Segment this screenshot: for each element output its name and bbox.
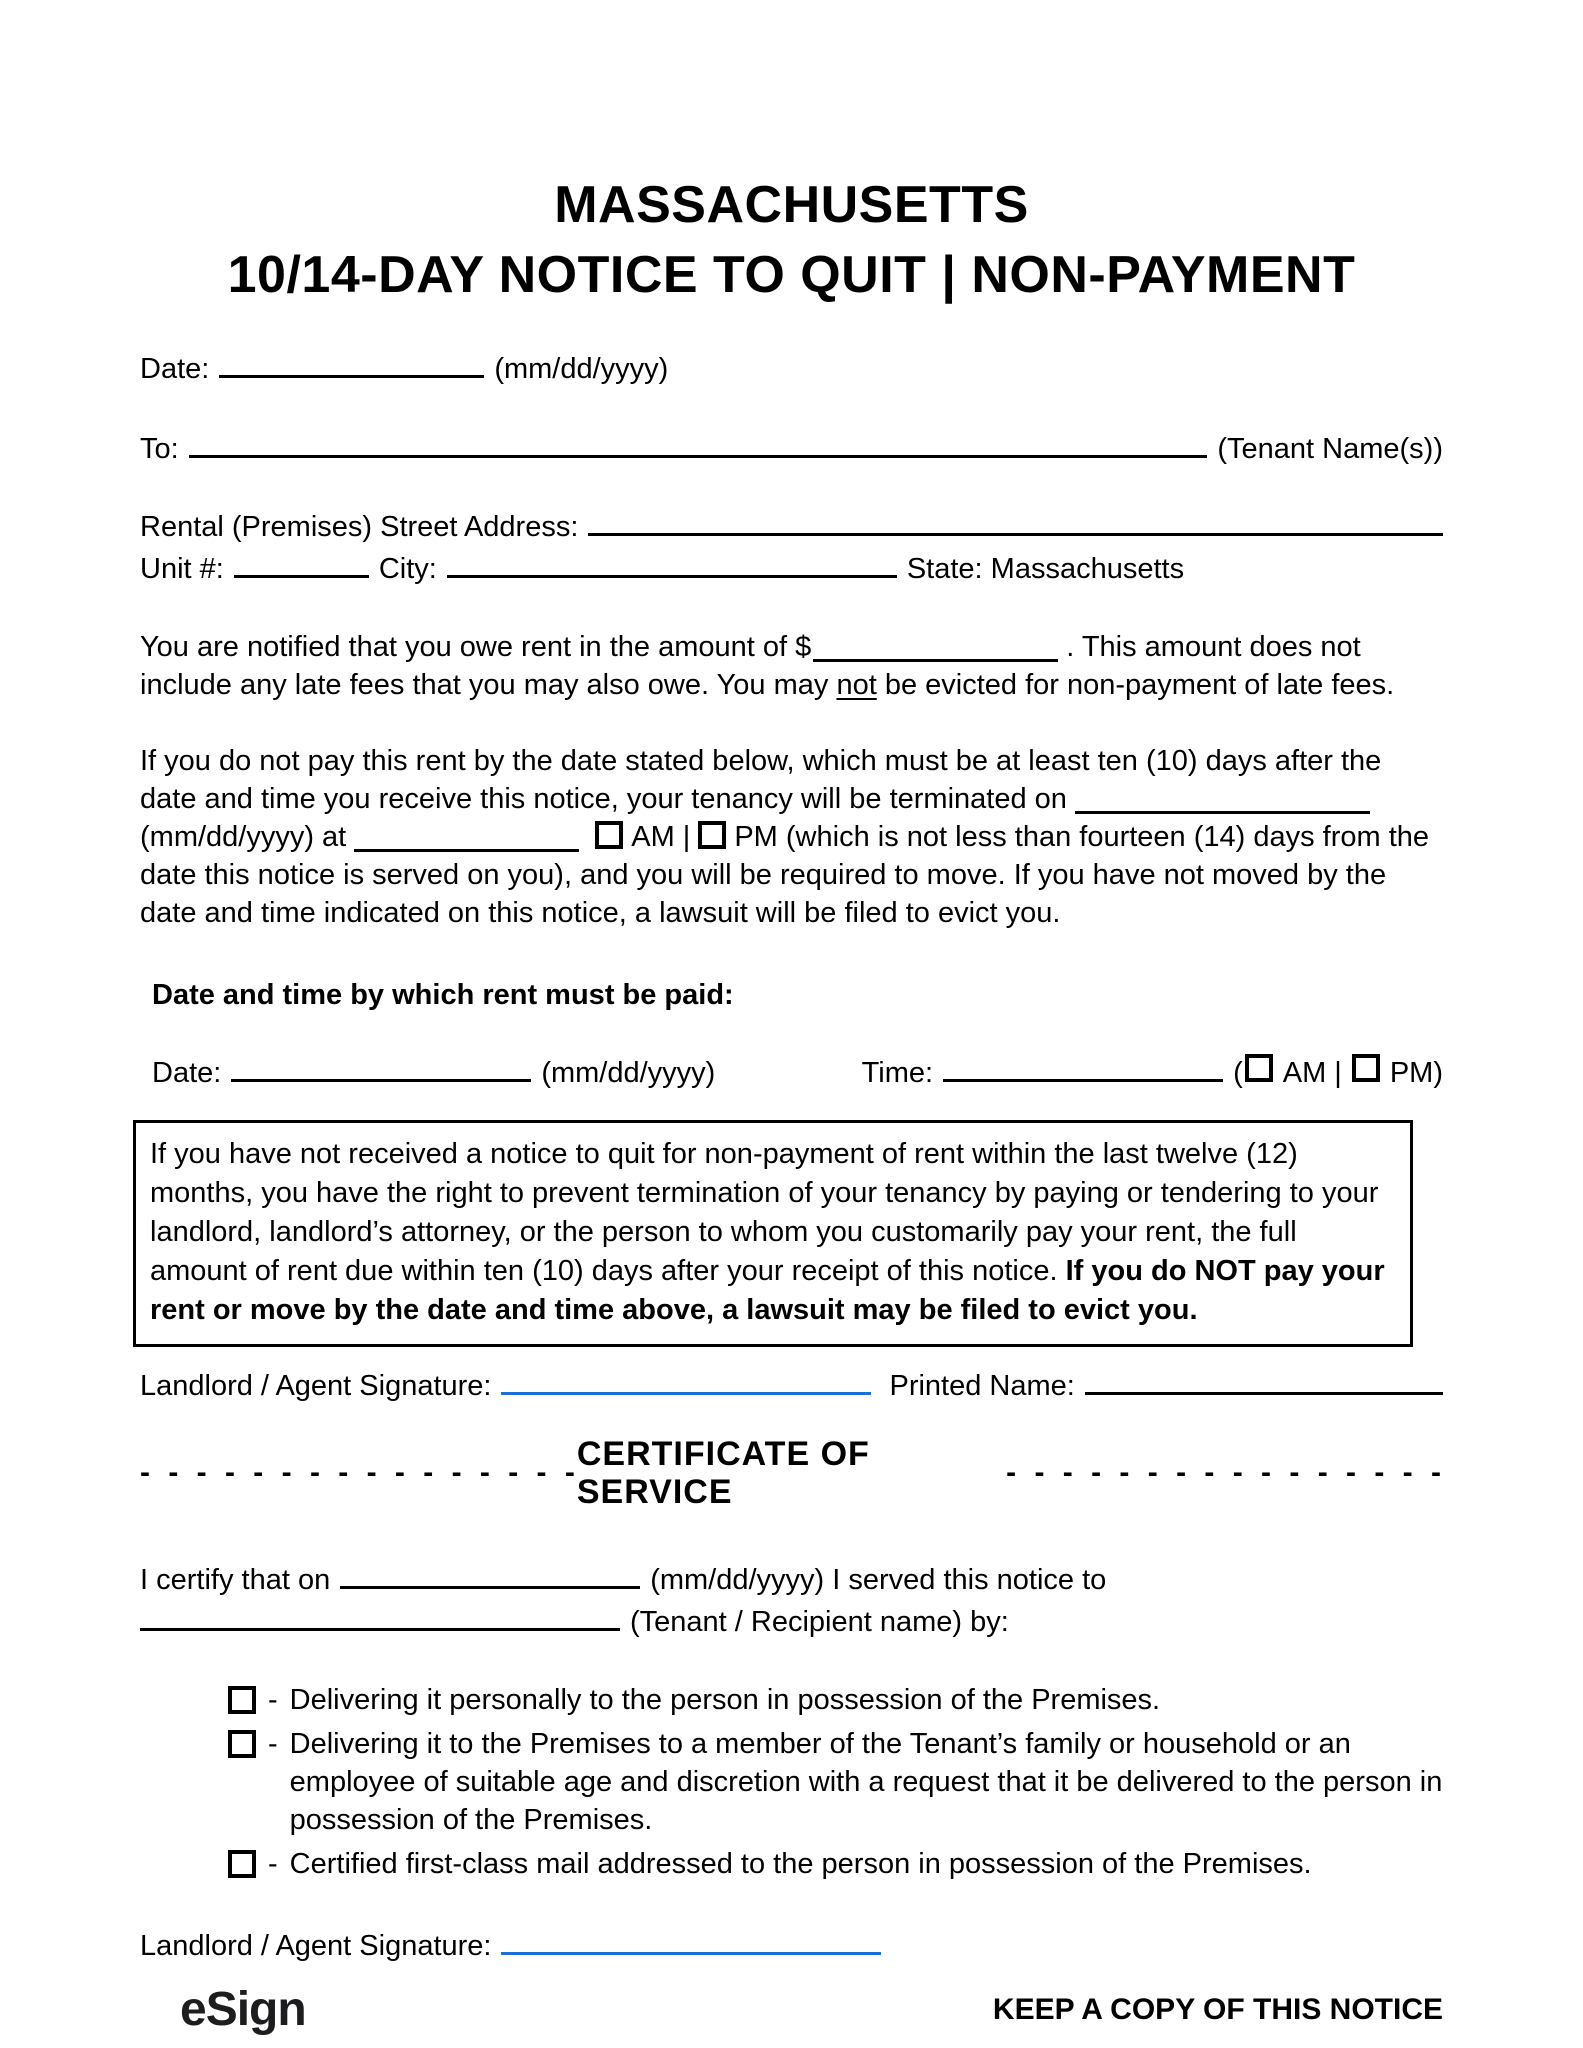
service-method-item <box>228 1681 1443 1719</box>
date-field-row <box>140 346 1443 388</box>
landlord-signature-row <box>140 1363 1443 1405</box>
amount-blank-line <box>813 630 1058 662</box>
service-method-item <box>228 1845 1443 1883</box>
rent-due-heading: Date and time by which rent must be paid: <box>152 979 734 1011</box>
unit-city-state-row <box>140 546 1443 588</box>
date-label: Date: <box>140 353 210 385</box>
tenant-rights-warning-box <box>133 1120 1413 1347</box>
certify-text-3: (Tenant / Recipient name) by: <box>630 1606 1009 1638</box>
certify-date-blank-line <box>340 1557 640 1589</box>
rent-owed-paragraph <box>140 628 1443 704</box>
final-signature-label: Landlord / Agent Signature: <box>140 1930 492 1962</box>
keep-copy-notice: KEEP A COPY OF THIS NOTICE <box>992 1993 1443 2026</box>
service-method-text: Delivering it to the Premises to a member of the Tenant’s family or household or an employee of suitable age and discretion with a request that it be delivered to the person in possession of the Premises. <box>289 1728 1443 1836</box>
termination-text-2: (mm/dd/yyyy) at <box>140 821 347 853</box>
page-title-line2: 10/14-DAY NOTICE TO QUIT | NON-PAYMENT <box>227 246 1356 304</box>
rent-due-date-label: Date: <box>152 1057 222 1089</box>
rent-due-am-checkbox <box>1245 1054 1273 1082</box>
item-dash: - <box>268 1684 278 1716</box>
item-dash: - <box>268 1848 278 1880</box>
termination-text-3: PM (which is not less than fourteen (14) days from the date this notice is served on you), and you will be required to move. If you have not moved by the date and time indicated on this notice, a lawsuit will be filed to evict you. <box>140 821 1430 929</box>
termination-text-1: If you do not pay this rent by the date stated below, which must be at least ten (10) days after the date and time you receive this notice, your tenancy will be terminated on <box>140 745 1382 815</box>
city-blank-line <box>447 546 897 578</box>
certified-mail-checkbox <box>228 1850 256 1878</box>
am-checkbox <box>595 821 623 849</box>
tenant-name-blank-line <box>189 426 1208 458</box>
service-method-text: Certified first-class mail addressed to the person in possession of the Premises. <box>289 1848 1312 1880</box>
service-method-text: Delivering it personally to the person in possession of the Premises. <box>289 1684 1161 1716</box>
service-method-item <box>228 1725 1443 1839</box>
certify-text-1: I certify that on <box>140 1564 331 1596</box>
rent-due-time-blank-line <box>943 1050 1223 1082</box>
certificate-dashes-right: - - - - - - - - - - - - - - - - <box>1006 1456 1443 1489</box>
rent-owed-text-1: You are notified that you owe rent in the amount of $ <box>140 631 812 663</box>
rent-due-am-label: AM | <box>1282 1057 1342 1089</box>
rent-due-open-paren: ( <box>1233 1057 1243 1089</box>
rent-owed-text-2: . This amount does not include any late fees that you may also owe. You may <box>140 631 1361 701</box>
page-footer <box>140 1983 1443 2036</box>
item-dash: - <box>268 1728 278 1760</box>
final-landlord-signature-field[interactable] <box>501 1923 881 1955</box>
landlord-signature-label: Landlord / Agent Signature: <box>140 1370 492 1402</box>
rent-due-time-label: Time: <box>861 1057 934 1089</box>
date-blank-line <box>219 346 484 378</box>
personal-delivery-checkbox <box>228 1686 256 1714</box>
certificate-dashes-left: - - - - - - - - - - - - - - - - <box>140 1456 577 1489</box>
to-label: To: <box>140 433 179 465</box>
certify-statement-row-2 <box>140 1599 1443 1641</box>
city-label: City: <box>378 553 437 585</box>
certificate-of-service-header <box>140 1435 1443 1511</box>
rental-address-row <box>140 504 1443 546</box>
certify-statement-row-1 <box>140 1557 1443 1599</box>
termination-date-blank-line <box>1075 782 1370 814</box>
household-delivery-checkbox <box>228 1730 256 1758</box>
service-method-list <box>140 1681 1443 1883</box>
rent-due-date-blank-line <box>231 1050 531 1082</box>
state-label: State: Massachusetts <box>906 553 1185 585</box>
certificate-title: CERTIFICATE OF SERVICE <box>576 1435 870 1511</box>
tenant-field-row <box>140 426 1443 468</box>
rental-address-label: Rental (Premises) Street Address: <box>140 511 579 543</box>
printed-name-label: Printed Name: <box>889 1370 1075 1402</box>
pm-checkbox <box>698 821 726 849</box>
unit-label: Unit #: <box>140 553 224 585</box>
rent-due-pm-checkbox <box>1352 1054 1380 1082</box>
termination-time-blank-line <box>354 820 579 852</box>
final-signature-row <box>140 1923 1443 1965</box>
date-format-hint: (mm/dd/yyyy) <box>494 353 669 385</box>
landlord-signature-field[interactable] <box>501 1363 871 1395</box>
rent-owed-text-3: be evicted for non-payment of late fees. <box>876 669 1395 701</box>
rent-due-date-hint: (mm/dd/yyyy) <box>541 1057 716 1089</box>
certify-recipient-blank-line <box>140 1599 620 1631</box>
certify-text-2: (mm/dd/yyyy) I served this notice to <box>650 1564 1107 1596</box>
rent-owed-underlined-not: not <box>836 669 877 701</box>
termination-paragraph <box>140 742 1443 932</box>
printed-name-blank-line <box>1085 1363 1443 1395</box>
rental-address-blank-line <box>588 504 1443 536</box>
esign-logo: eSign <box>180 1983 306 2036</box>
warning-normal-text: If you have not received a notice to quit for non-payment of rent within the last twelve (12) months, you have the right to prevent termination of your tenancy by paying or tendering to your landlord, landlord’s attorney, or the person to whom you customarily pay your rent, the full amount of rent due within ten (10) days after your receipt of this notice. <box>150 1138 1379 1287</box>
rent-due-pm-label: PM) <box>1389 1057 1443 1089</box>
page-title-line1: MASSACHUSETTS <box>554 176 1029 234</box>
unit-blank-line <box>234 546 369 578</box>
am-label: AM | <box>631 821 691 853</box>
tenant-name-hint: (Tenant Name(s)) <box>1217 433 1443 465</box>
rent-due-row <box>140 1050 1443 1092</box>
warning-bold-text: If you do NOT pay your rent or move by the date and time above, a lawsuit may be filed to evict you. <box>150 1255 1385 1326</box>
